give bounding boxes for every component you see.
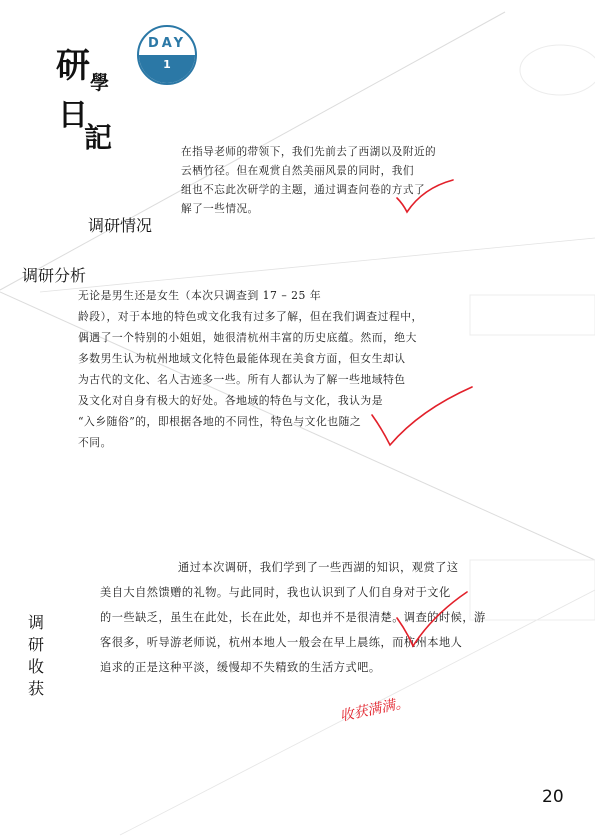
day-number: 1 — [139, 55, 195, 83]
analysis-line: 及文化对自身有极大的好处。各地域的特色与文化，我认为是 — [78, 394, 384, 407]
situation-line: 云栖竹径。但在观赏自然美丽风景的同时，我们 — [181, 165, 414, 177]
analysis-line: 多数男生认为杭州地域文化特色最能体现在美食方面，但女生却认 — [78, 352, 406, 365]
analysis-line: 为古代的文化、名人古迹多一些。所有人都认为了解一些地域特色 — [78, 373, 406, 386]
check-mark-icon — [395, 178, 455, 218]
harvest-line: 美自大自然馈赠的礼物。与此同时，我也认识到了人们自身对于文化 — [100, 586, 451, 599]
harvest-heading: 调研收获 — [28, 613, 45, 698]
research-diary-logo: 研 學 日 記 — [56, 46, 113, 154]
analysis-line: 不同。 — [78, 436, 112, 449]
check-mark-icon — [395, 590, 470, 650]
harvest-line: 的一些缺乏，虽生在此处，长在此处，却也并不是很清楚。调查的时候，游 — [100, 611, 486, 624]
page-number: 20 — [542, 787, 564, 807]
situation-line: 在指导老师的带领下，我们先前去了西湖以及附近的 — [181, 146, 437, 158]
situation-heading: 调研情况 — [88, 216, 153, 235]
situation-line: 解了一些情况。 — [181, 203, 259, 215]
day-badge — [137, 25, 197, 85]
situation-line: 组也不忘此次研学的主题，通过调查问卷的方式了 — [181, 184, 426, 196]
analysis-line: “入乡随俗”的，即根据各地的不同性，特色与文化也随之 — [78, 415, 362, 428]
analysis-heading: 调研分析 — [22, 266, 87, 285]
harvest-line: 客很多，听导游老师说，杭州本地人一般会在早上晨练，而杭州本地人 — [100, 636, 463, 649]
check-mark-icon — [370, 385, 475, 450]
harvest-line: 追求的正是这种平淡，缓慢却不失精致的生活方式吧。 — [100, 661, 381, 674]
teacher-comment: 收获满满。 — [338, 694, 411, 725]
analysis-line: 龄段），对于本地的特色或文化我有过多了解，但在我们调查过程中， — [78, 310, 423, 323]
day-label: DAY — [147, 35, 187, 51]
analysis-line: 无论是男生还是女生（本次只调查到 17 – 25 年 — [78, 289, 322, 302]
analysis-line: 偶遇了一个特别的小姐姐，她很清杭州丰富的历史底蕴。然而，绝大 — [78, 331, 417, 344]
harvest-line: 通过本次调研，我们学到了一些西湖的知识，观赏了这 — [178, 561, 459, 574]
